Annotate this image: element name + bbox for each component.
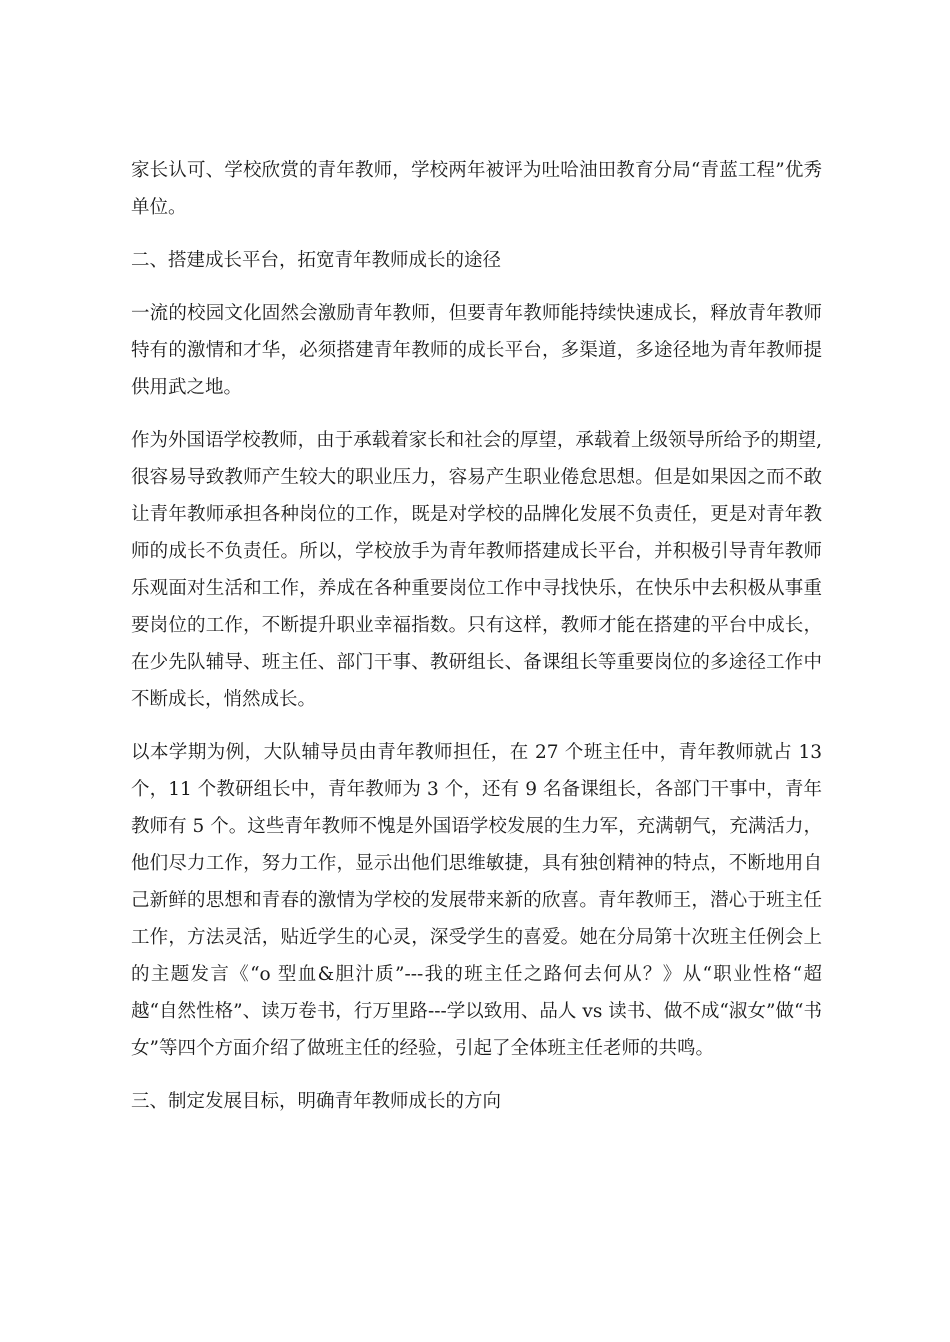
- paragraph-intro: 家长认可、学校欣赏的青年教师，学校两年被评为吐哈油田教育分局“青蓝工程”优秀单位。: [131, 160, 822, 218]
- section-heading-3: 三、制定发展目标，明确青年教师成长的方向: [131, 1091, 502, 1112]
- section-heading-2: 二、搭建成长平台，拓宽青年教师成长的途径: [131, 250, 502, 271]
- paragraph-example: 以本学期为例，大队辅导员由青年教师担任，在 27 个班主任中，青年教师就占 13 个，11 个教研组长中，青年教师为 3 个，还有 9 名备课组长，各部门干事中，青年教师有 5 个。这些青年教师不愧是外国语学校发展的生力军，充满朝气，充满活力，他们尽力工作，努力工作，显示出他们思维敏捷，具有独创精神的特点，不断地用自己新鲜的思想和青春的激情为学校的发展带来新的欣喜。青年教师王，潜心于班主任工作，方法灵活，贴近学生的心灵，深受学生的喜爱。她在分局第十次班主任例会上的主题发言《“o 型血&胆汁质”---我的班主任之路何去何从？》从“职业性格“超越“自然性格”、读万卷书，行万里路---学以致用、品人 vs 读书、做不成“淑女”做“书女”等四个方面介绍了做班主任的经验，引起了全体班主任老师的共鸣。: [131, 742, 822, 1059]
- paragraph-pressure: 作为外国语学校教师，由于承载着家长和社会的厚望，承载着上级领导所给予的期望,很容易导致教师产生较大的职业压力，容易产生职业倦怠思想。但是如果因之而不敢让青年教师承担各种岗位的工作，既是对学校的品牌化发展不负责任，更是对青年教师的成长不负责任。所以，学校放手为青年教师搭建成长平台，并积极引导青年教师乐观面对生活和工作，养成在各种重要岗位工作中寻找快乐，在快乐中去积极从事重要岗位的工作，不断提升职业幸福指数。只有这样，教师才能在搭建的平台中成长，在少先队辅导、班主任、部门干事、教研组长、备课组长等重要岗位的多途径工作中不断成长，悄然成长。: [131, 430, 822, 710]
- paragraph-platform: 一流的校园文化固然会激励青年教师，但要青年教师能持续快速成长，释放青年教师特有的激情和才华，必须搭建青年教师的成长平台，多渠道，多途径地为青年教师提供用武之地。: [131, 303, 822, 398]
